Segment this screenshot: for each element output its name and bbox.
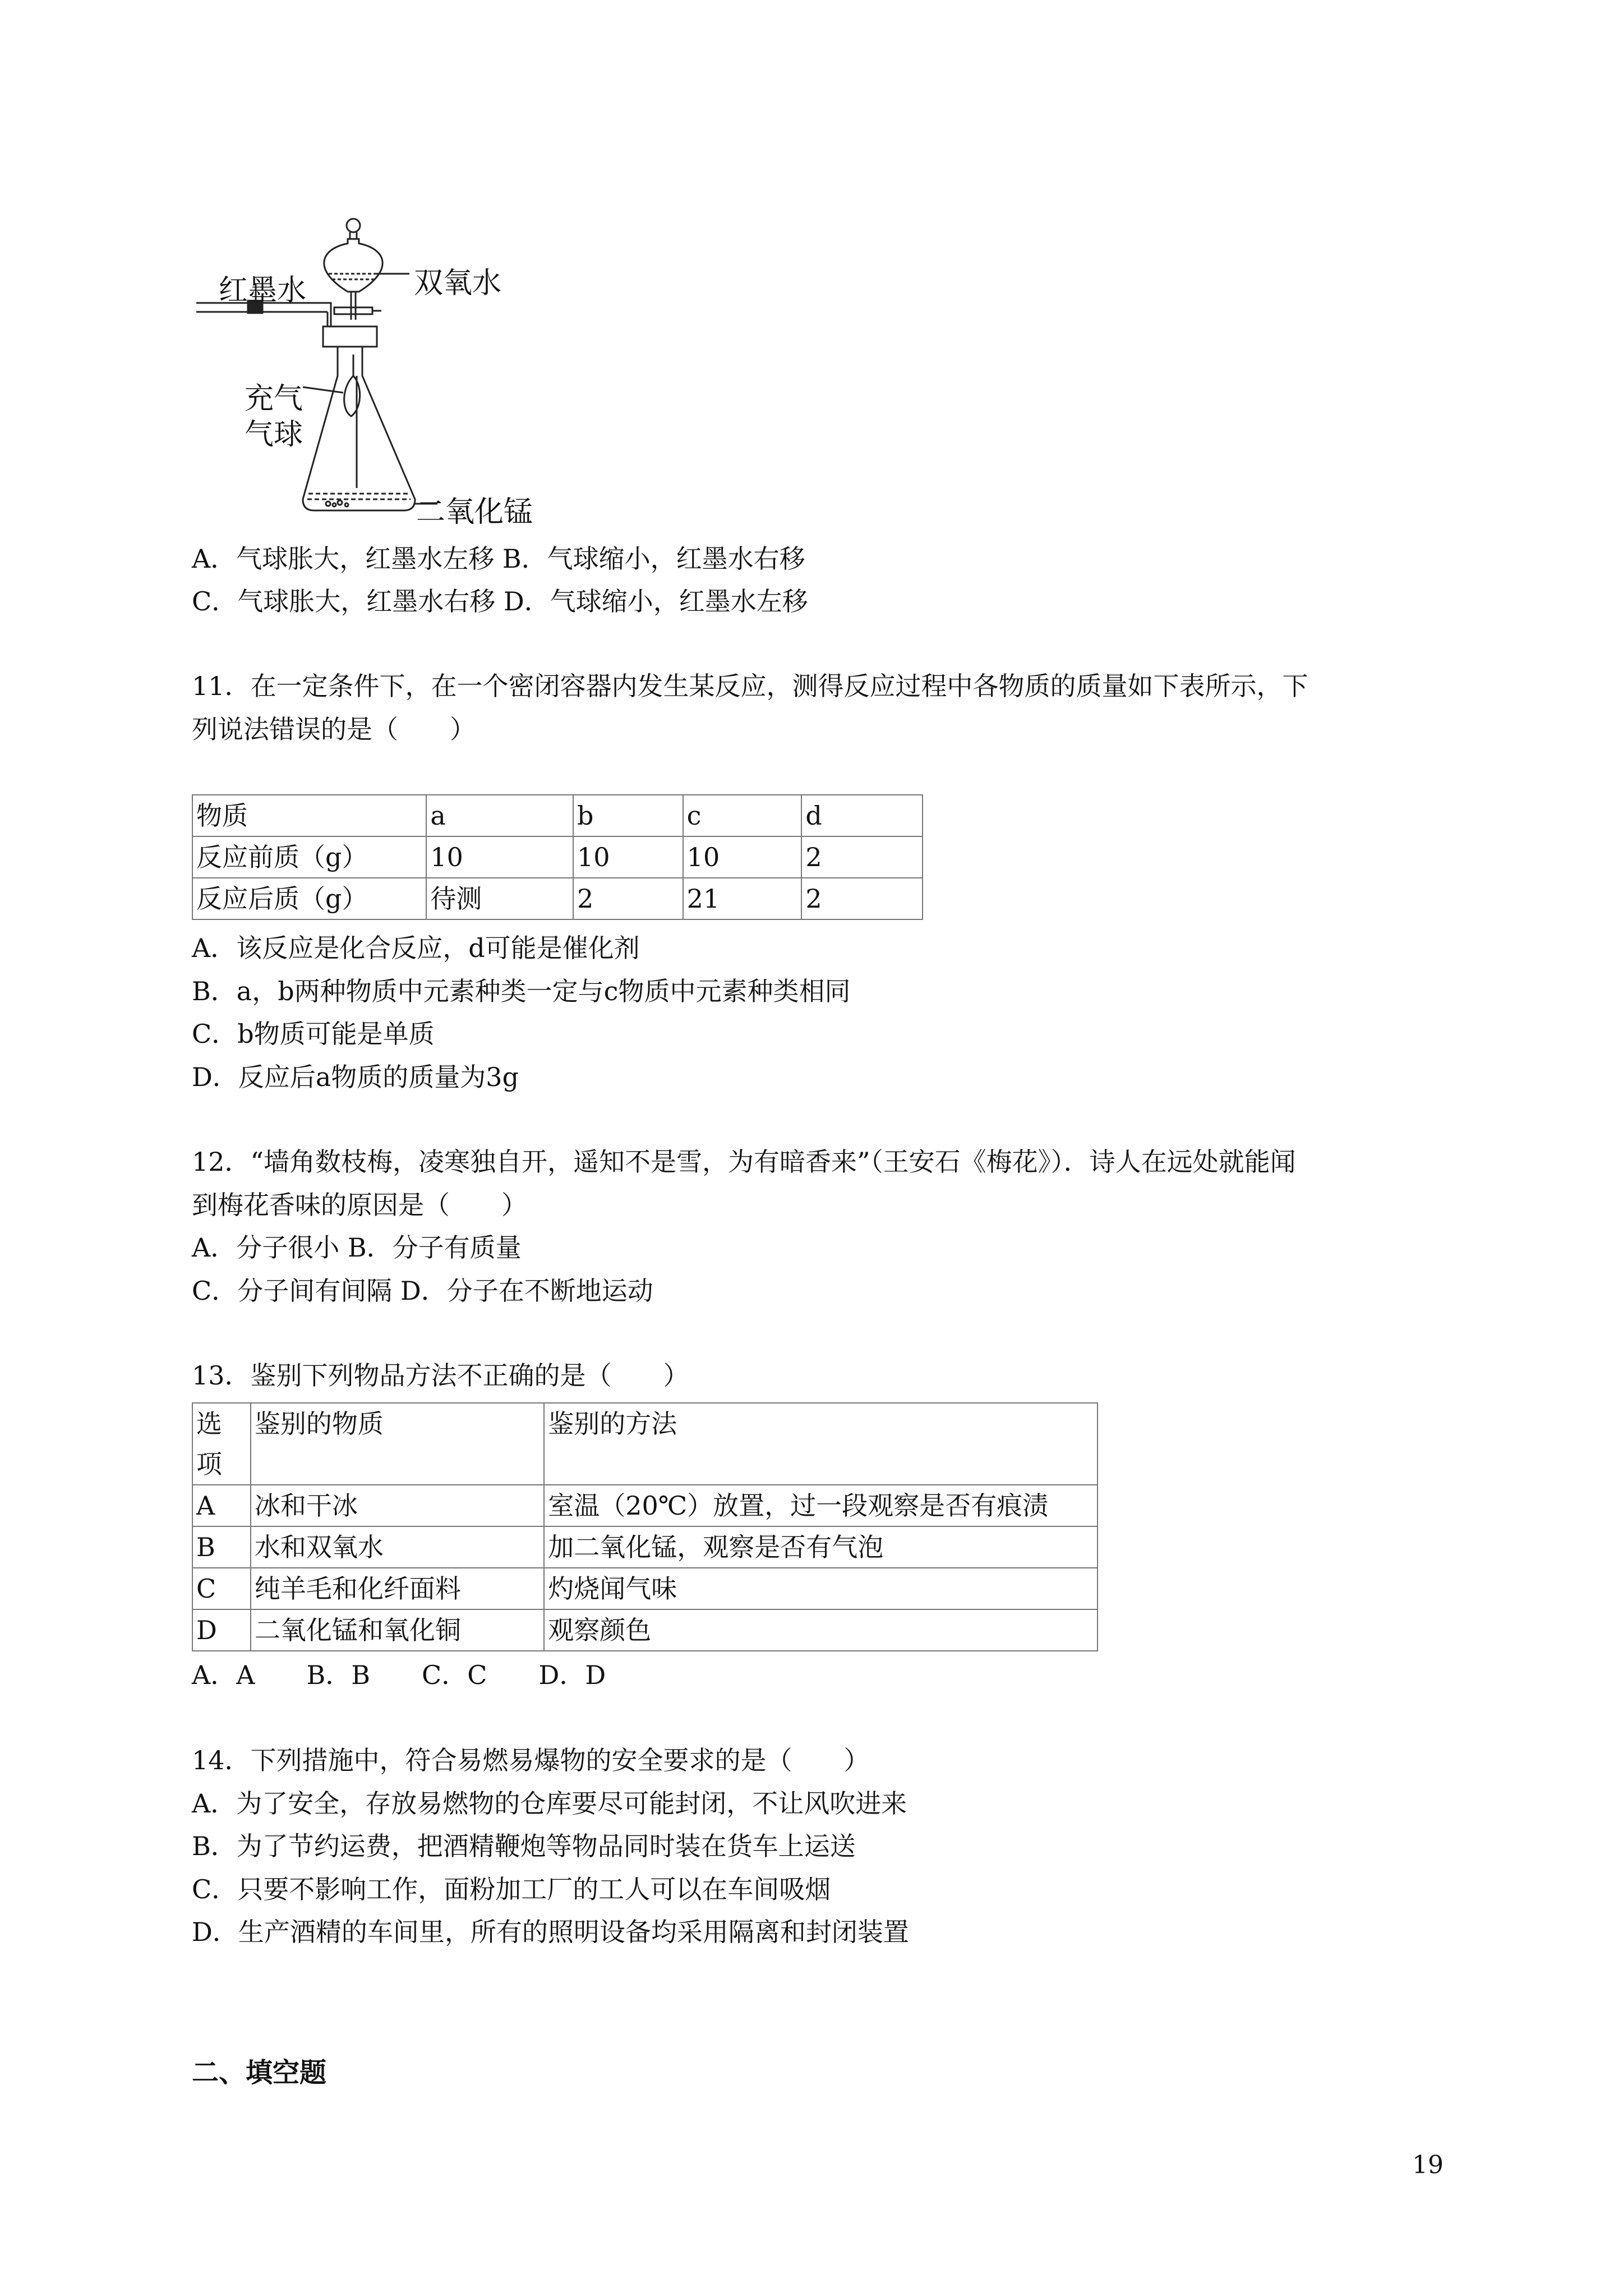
q13-options: A．A B．B C．C D．D [192,1660,606,1690]
q13-table [192,1402,1098,1651]
table-cell: 冰和干冰 [251,1485,544,1526]
table-cell: 物质 [192,795,426,836]
table-cell: d [801,795,923,836]
table-cell: 选项 [192,1403,251,1485]
q11-option-d: D．反应后a物质的质量为3g [192,1062,519,1092]
q12-stem-line-2: 到梅花香味的原因是（ ） [192,1190,527,1220]
table-row [192,1526,1098,1568]
table-cell: 观察颜色 [544,1609,1098,1651]
q11-option-a: A．该反应是化合反应，d可能是催化剂 [192,933,640,963]
q12-stem-line-1: 12．“墙角数枝梅，凌寒独自开，遥知不是雪，为有暗香来”（王安石《梅花》）．诗人在远处就能闻 [192,1147,1296,1177]
table-row [192,878,923,919]
table-cell: 室温（20℃）放置，过一段观察是否有痕渍 [544,1485,1098,1526]
label-h2o2: 双氧水 [414,266,502,300]
q12-option-line-1: A．分子很小 B．分子有质量 [192,1232,522,1263]
table-cell: 21 [683,878,802,919]
table-cell: 2 [573,878,683,919]
table-cell: 10 [683,836,802,878]
table-cell: c [683,795,802,836]
q11-stem-line-2: 列说法错误的是（ ） [192,714,476,744]
table-cell: 2 [801,836,923,878]
q12-option-line-2: C．分子间有间隔 D．分子在不断地运动 [192,1276,653,1306]
table-row [192,1609,1098,1651]
q11-table [192,794,923,920]
table-cell: 灼烧闻气味 [544,1568,1098,1609]
table-cell: 鉴别的方法 [544,1403,1098,1485]
table-cell: 加二氧化锰，观察是否有气泡 [544,1526,1098,1568]
table-cell: B [192,1526,251,1568]
table-cell: A [192,1485,251,1526]
table-cell: 纯羊毛和化纤面料 [251,1568,544,1609]
q13-stem: 13．鉴别下列物品方法不正确的是（ ） [192,1360,689,1391]
label-mno2: 二氧化锰 [416,495,533,529]
q14-stem: 14．下列措施中，符合易燃易爆物的安全要求的是（ ） [192,1745,870,1775]
table-cell: 反应后质（g） [192,878,426,919]
table-cell: 反应前质（g） [192,836,426,878]
table-cell: 10 [426,836,573,878]
table-cell: D [192,1609,251,1651]
q10-option-line-2: C．气球胀大，红墨水右移 D．气球缩小，红墨水左移 [192,586,808,616]
q14-option-b: B．为了节约运费，把酒精鞭炮等物品同时装在货车上运送 [192,1831,856,1861]
q11-option-b: B．a，b两种物质中元素种类一定与c物质中元素种类相同 [192,976,851,1006]
table-cell: b [573,795,683,836]
q11-stem-line-1: 11．在一定条件下，在一个密闭容器内发生某反应，测得反应过程中各物质的质量如下表所示，下 [192,671,1308,701]
table-cell: 10 [573,836,683,878]
q14-option-c: C．只要不影响工作，面粉加工厂的工人可以在车间吸烟 [192,1874,831,1904]
label-red-ink: 红墨水 [219,274,307,307]
label-balloon-1: 充气 [245,382,303,416]
table-row [192,1403,1098,1485]
table-cell: 2 [801,878,923,919]
table-row [192,1485,1098,1526]
table-cell: 水和双氧水 [251,1526,544,1568]
q14-option-d: D．生产酒精的车间里，所有的照明设备均采用隔离和封闭装置 [192,1917,909,1947]
table-row [192,836,923,878]
apparatus-figure [191,208,550,533]
q10-option-line-1: A．气球胀大，红墨水左移 B．气球缩小，红墨水右移 [192,544,805,574]
table-cell: a [426,795,573,836]
table-row [192,1568,1098,1609]
q14-option-a: A．为了安全，存放易燃物的仓库要尽可能封闭，不让风吹进来 [192,1788,907,1819]
label-balloon-2: 气球 [245,418,303,452]
q11-option-c: C．b物质可能是单质 [192,1019,435,1049]
table-cell: 待测 [426,878,573,919]
page-number: 19 [1412,2151,1444,2179]
section-title: 二、填空题 [192,2057,327,2088]
table-row [192,795,923,836]
table-cell: 二氧化锰和氧化铜 [251,1609,544,1651]
table-cell: 鉴别的物质 [251,1403,544,1485]
table-cell: C [192,1568,251,1609]
